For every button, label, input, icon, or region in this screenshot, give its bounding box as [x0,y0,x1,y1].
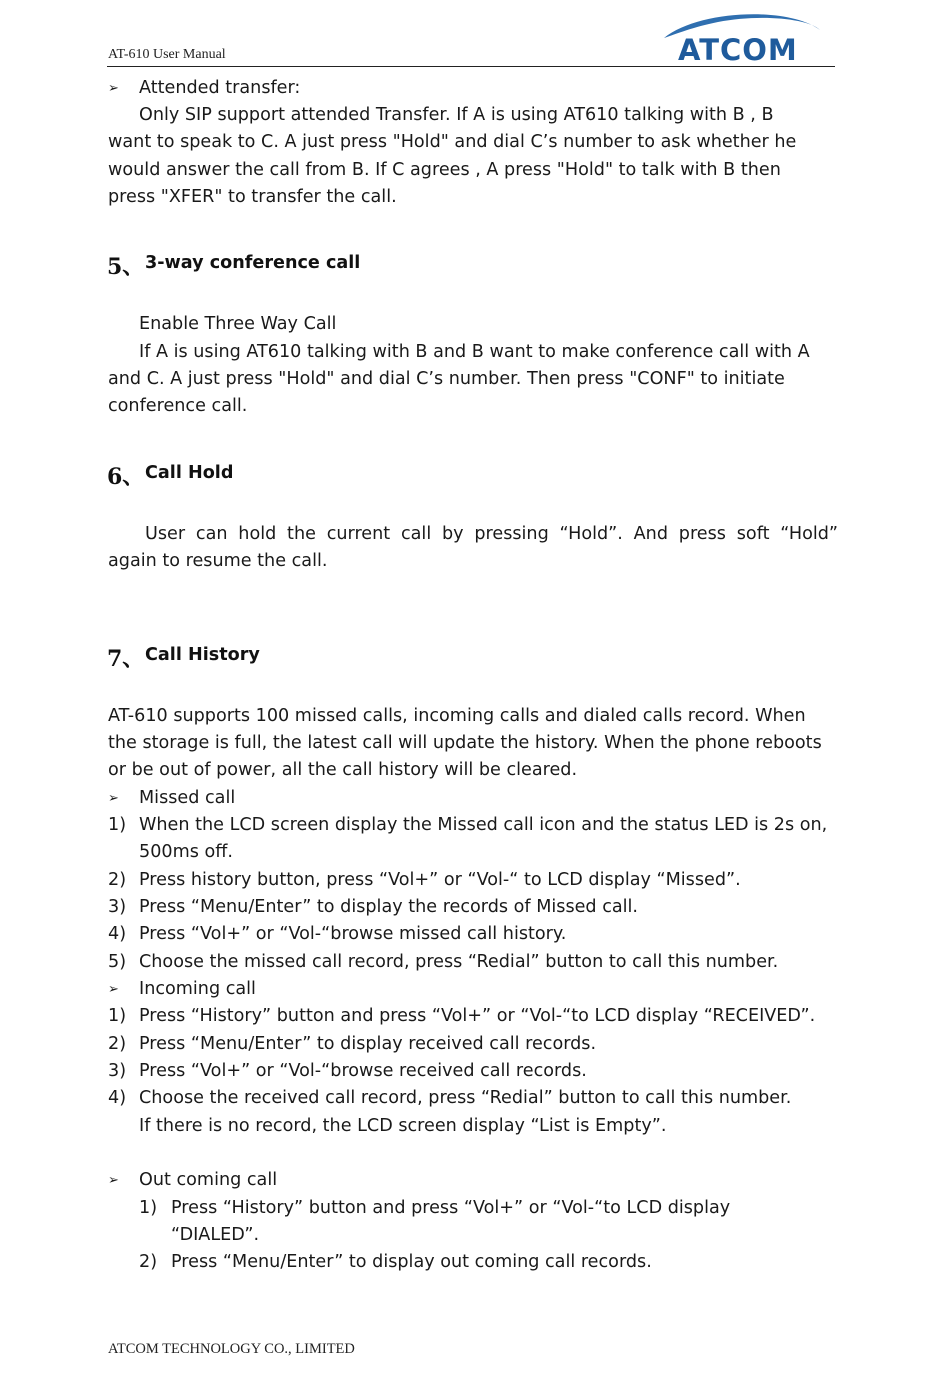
list-number: 2) [108,1034,127,1054]
bullet-icon: ➢ [108,1173,119,1188]
header-divider [107,66,835,67]
section7-intro-line: AT-610 supports 100 missed calls, incoming calls and dialed calls record. When [108,706,806,726]
section-number: 6、 [107,464,145,490]
bullet-icon: ➢ [108,982,119,997]
attended-transfer-line: press "XFER" to transfer the call. [108,187,397,207]
attended-transfer-line: would answer the call from B. If C agrees , A press "Hold" to talk with B then [108,160,781,180]
list-number: 3) [108,1061,127,1081]
missed-call-title: Missed call [139,788,236,808]
logo-text: ATCOM [678,33,798,67]
list-item: Press “Vol+” or “Vol-“browse received call records. [139,1061,587,1081]
outgoing-call-title: Out coming call [139,1170,278,1190]
section5-line: and C. A just press "Hold" and dial C’s number. Then press "CONF" to initiate [108,369,785,389]
section5-line: Enable Three Way Call [139,314,337,334]
footer-company: ATCOM TECHNOLOGY CO., LIMITED [108,1341,355,1357]
list-item: If there is no record, the LCD screen display “List is Empty”. [139,1116,667,1136]
list-number: 5) [108,952,127,972]
list-number: 1) [108,1006,127,1026]
list-number: 4) [108,924,127,944]
list-number: 1) [108,815,127,835]
list-number: 2) [108,870,127,890]
list-item: 500ms off. [139,842,233,862]
list-item: Press “Vol+” or “Vol-“browse missed call history. [139,924,567,944]
section-number: 5、 [107,254,145,280]
section-title: Call History [145,645,260,665]
list-number: 1) [139,1198,158,1218]
list-item: Press history button, press “Vol+” or “Vol-“ to LCD display “Missed”. [139,870,741,890]
incoming-call-title: Incoming call [139,979,256,999]
list-number: 3) [108,897,127,917]
list-number: 2) [139,1252,158,1272]
section-number: 7、 [107,646,145,672]
list-item: Press “Menu/Enter” to display the records of Missed call. [139,897,639,917]
list-number: 4) [108,1088,127,1108]
list-item: Press “History” button and press “Vol+” or “Vol-“to LCD display “RECEIVED”. [139,1006,816,1026]
section-title: Call Hold [145,463,234,483]
section7-intro-line: or be out of power, all the call history will be cleared. [108,760,578,780]
list-item: Choose the missed call record, press “Redial” button to call this number. [139,952,779,972]
attended-transfer-line: want to speak to C. A just press "Hold" and dial C’s number to ask whether he [108,132,797,152]
section6-line: again to resume the call. [108,551,328,571]
manual-title: AT-610 User Manual [108,47,226,62]
section5-line: If A is using AT610 talking with B and B want to make conference call with A [139,342,810,362]
atcom-logo [658,8,823,68]
bullet-icon: ➢ [108,791,119,806]
list-item: Press “Menu/Enter” to display received call records. [139,1034,597,1054]
section7-intro-line: the storage is full, the latest call will update the history. When the phone reboots [108,733,822,753]
list-item: Press “History” button and press “Vol+” or “Vol-“to LCD display [171,1198,731,1218]
list-item: “DIALED”. [171,1225,260,1245]
list-item: When the LCD screen display the Missed call icon and the status LED is 2s on, [139,815,828,835]
list-item: Press “Menu/Enter” to display out coming call records. [171,1252,652,1272]
bullet-icon: ➢ [108,81,119,96]
attended-transfer-line: Only SIP support attended Transfer. If A is using AT610 talking with B , B [139,105,774,125]
list-item: Choose the received call record, press “Redial” button to call this number. [139,1088,792,1108]
attended-transfer-title: Attended transfer: [139,78,301,98]
section6-paragraph: User can hold the current call by pressing “Hold”. And press soft “Hold” [145,524,838,544]
section-title: 3-way conference call [145,253,361,273]
section5-line: conference call. [108,396,248,416]
